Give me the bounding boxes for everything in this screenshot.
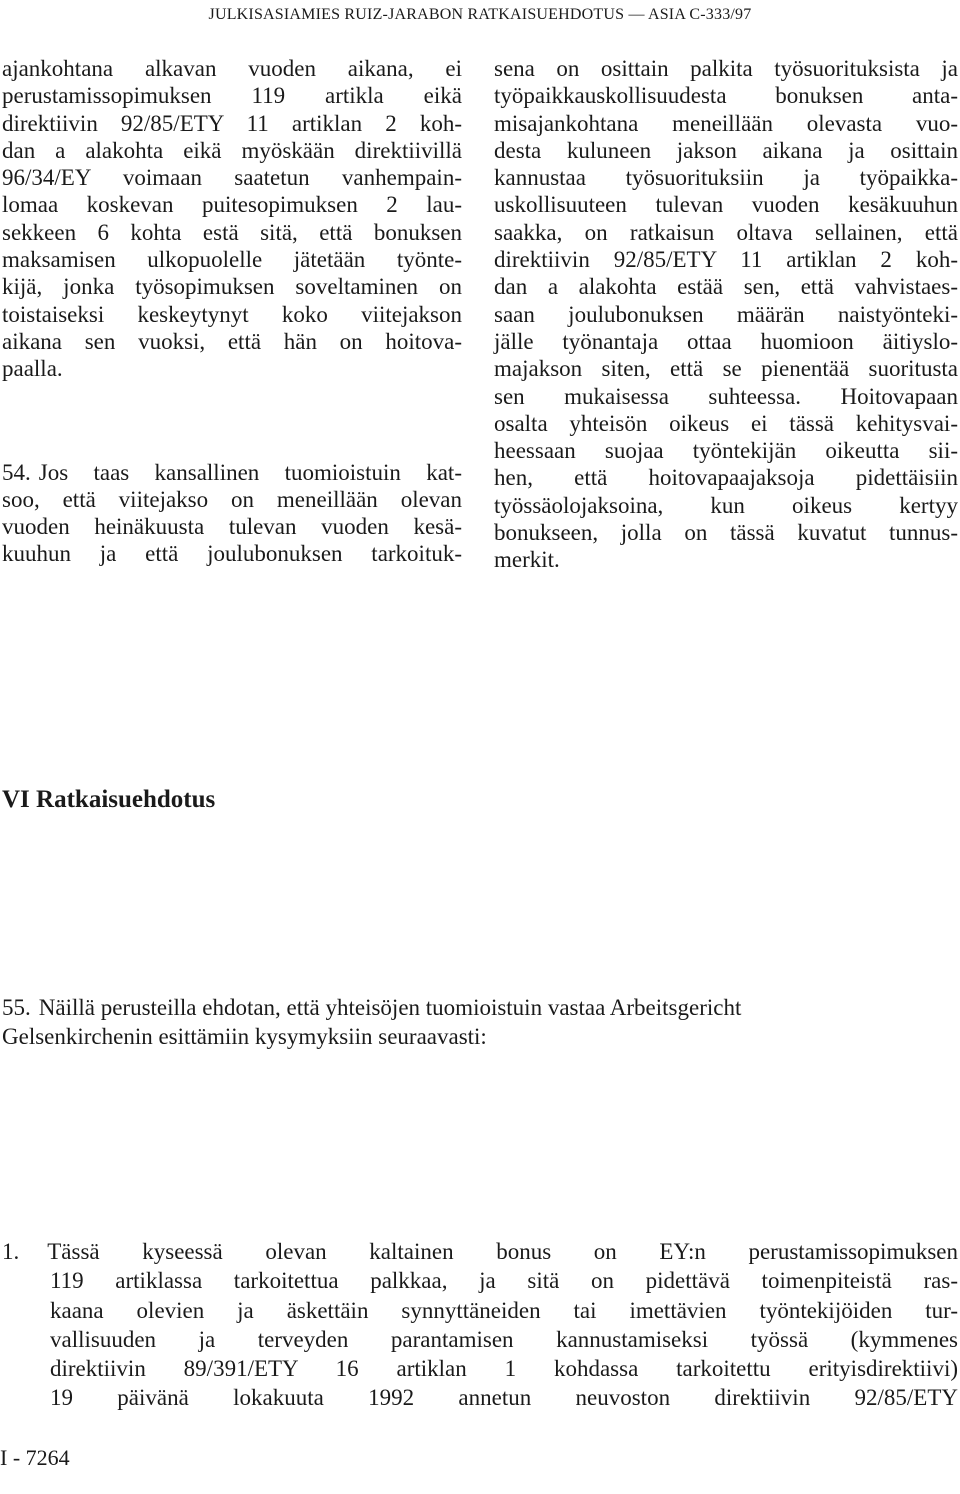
text-line: perustamissopimuksen 119 artikla eikä xyxy=(2,83,462,109)
text-line: paalla. xyxy=(2,356,63,382)
right-column xyxy=(494,55,958,574)
point-number: 1. xyxy=(2,1239,20,1264)
text-line xyxy=(2,993,958,1022)
text-line: Gelsenkirchenin esittämiin kysymyksiin seuraavasti: xyxy=(2,1024,487,1049)
text-line: uskollisuuteen tulevan vuoden kesäkuuhun xyxy=(494,192,958,218)
text-line: ajankohtana alkavan vuoden aikana, ei xyxy=(2,56,462,81)
text-line: saan joulubonuksen määrän naistyönteki- xyxy=(494,301,958,327)
text-line: majakson siten, että se pienentää suoritusta xyxy=(494,356,958,382)
text-line: 96/34/EY voimaan saatetun vanhempain- xyxy=(2,165,462,191)
text-line: heessaan suojaa työntekijän oikeutta sii- xyxy=(494,438,958,464)
text-line: sen mukaisessa suhteessa. Hoitovapaan xyxy=(494,383,958,409)
text-line: kuuhun ja että joulubonuksen tarkoituk- xyxy=(2,541,462,567)
text-line: sena on osittain palkita työsuorituksista ja xyxy=(494,56,958,81)
section-heading: VI Ratkaisuehdotus xyxy=(2,786,216,813)
text-line: dan a alakohta eikä myöskään direktiivillä xyxy=(2,137,462,163)
text-line: osalta yhteisön oikeus ei tässä kehitysvai- xyxy=(494,410,958,436)
paragraph-54 xyxy=(2,459,462,568)
text-line: kaana olevien ja äskettäin synnyttäneiden tai imettävien työntekijöiden tur- xyxy=(50,1297,958,1323)
answer-point-1 xyxy=(2,1237,958,1413)
text-line: misajankohtana meneillään olevasta vuo- xyxy=(494,110,958,136)
text-line: kijä, jonka työsopimuksen soveltaminen on xyxy=(2,274,462,300)
paragraph-number: 54. xyxy=(2,459,31,485)
text-line: työssäolojaksoina, kun oikeus kertyy xyxy=(494,492,958,518)
text-line: jälle työnantaja ottaa huomioon äitiyslo- xyxy=(494,328,958,354)
text-line: direktiivin 89/391/ETY 16 artiklan 1 kohdassa tarkoitettu erityisdirektiivi) xyxy=(50,1356,958,1382)
text-line-content: Näillä perusteilla ehdotan, että yhteisöjen tuomioistuin vastaa Arbeitsgericht xyxy=(38,995,742,1020)
text-line: bonukseen, jolla on tässä kuvatut tunnus- xyxy=(494,520,958,546)
text-line: saakka, on ratkaisun oltava sellainen, että xyxy=(494,219,958,245)
text-line xyxy=(2,459,462,486)
left-column xyxy=(2,55,462,568)
text-line-content: Tässä kyseessä olevan kaltainen bonus on EY:n perustamissopimuksen xyxy=(47,1239,958,1264)
paragraph-continuation xyxy=(2,55,462,383)
text-line: maksamisen ulkopuolelle jätetään työnte- xyxy=(2,247,462,273)
paragraph-55 xyxy=(2,993,958,1051)
paragraph-number: 55. xyxy=(2,995,31,1020)
text-line: dan a alakohta estää sen, että vahvistaes- xyxy=(494,274,958,300)
text-line: lomaa koskevan puitesopimuksen 2 lau- xyxy=(2,192,462,218)
text-line: työpaikkauskollisuudesta bonuksen anta- xyxy=(494,83,958,109)
text-line xyxy=(2,1237,958,1266)
page-number: I - 7264 xyxy=(0,1445,70,1470)
text-line: direktiivin 92/85/ETY 11 artiklan 2 koh- xyxy=(494,247,958,273)
text-line: sekkeen 6 kohta estä sitä, että bonuksen xyxy=(2,219,462,245)
text-line: 19 päivänä lokakuuta 1992 annetun neuvoston direktiivin 92/85/ETY xyxy=(50,1385,958,1411)
running-header: JULKISASIAMIES RUIZ-JARABON RATKAISUEHDOTUS — ASIA C-333/97 xyxy=(208,6,752,23)
text-line-content: Jos taas kansallinen tuomioistuin kat- xyxy=(38,459,462,485)
text-line: hen, että hoitovapaajaksoja pidettäisiin xyxy=(494,465,958,491)
text-line: vuoden heinäkuusta tulevan vuoden kesä- xyxy=(2,514,462,540)
text-line: 119 artiklassa tarkoitettua palkkaa, ja sitä on pidettävä toimenpiteistä ras- xyxy=(50,1268,958,1294)
text-line: desta kuluneen jakson aikana ja osittain xyxy=(494,137,958,163)
text-line: toistaiseksi keskeytynyt koko viitejakson xyxy=(2,301,462,327)
text-line: direktiivin 92/85/ETY 11 artiklan 2 koh- xyxy=(2,110,462,136)
text-line: merkit. xyxy=(494,547,560,573)
text-line: soo, että viitejakso on meneillään olevan xyxy=(2,486,462,512)
text-line: kannustaa työsuorituksiin ja työpaikka- xyxy=(494,165,958,191)
text-line: vallisuuden ja terveyden parantamisen kannustamiseksi työssä (kymmenes xyxy=(50,1326,958,1352)
text-line: aikana sen vuoksi, että hän on hoitova- xyxy=(2,328,462,354)
